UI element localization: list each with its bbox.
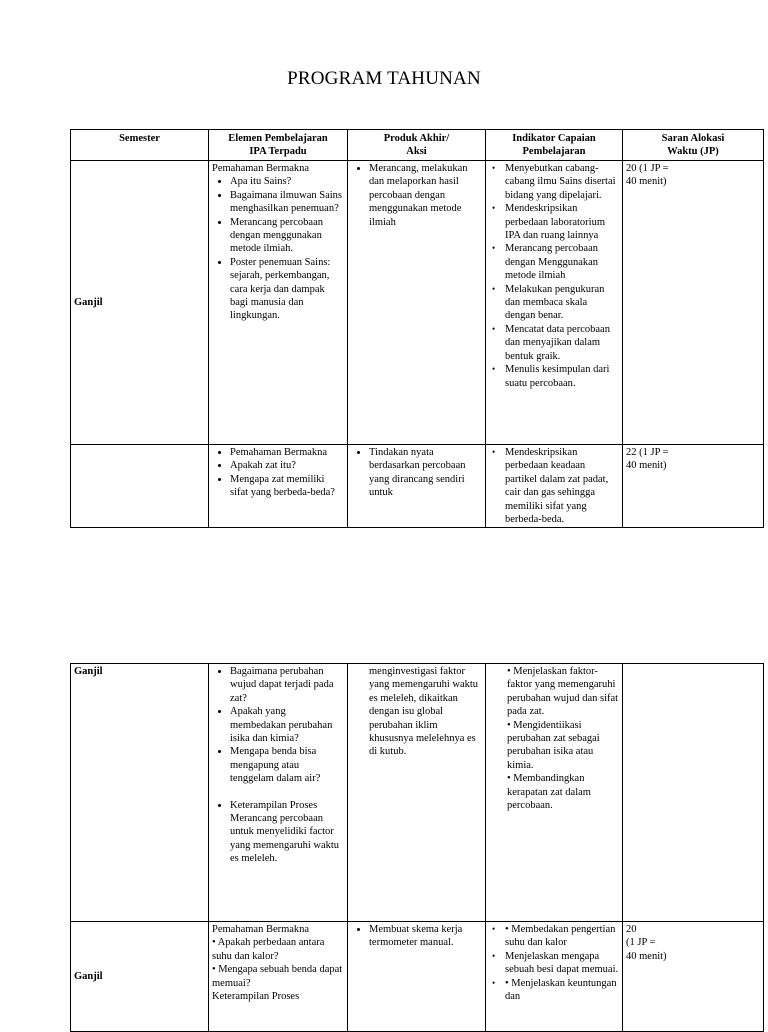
saran-cell: 22 (1 JP = 40 menit) — [623, 445, 764, 528]
elemen-list — [212, 175, 344, 322]
list-item: • Menyebutkan cabang-cabang ilmu Sains disertai bidang yang dipelajari. — [505, 162, 619, 202]
text-line: • Mengidentiikasi perubahan zat sebagai perubahan isika atau kimia. — [507, 719, 600, 771]
list-item: • Tindakan nyata berdasarkan percobaan yang dirancang sendiri untuk — [369, 446, 482, 500]
text-line: • Membandingkan kerapatan zat dalam percobaan. — [507, 773, 591, 812]
indikator-list — [489, 923, 619, 1003]
list-item: • Poster penemuan Sains: sejarah, perkembangan, cara kerja dan dampak bagi manusia dan lingkungan. — [230, 256, 344, 323]
list-item: • Keterampilan Proses Merancang percobaan untuk menyelidiki factor yang memengaruhi waktu es meleleh. — [230, 799, 344, 866]
table-row — [71, 445, 764, 528]
list-item: • Merancang percobaan dengan menggunakan metode ilmiah. — [230, 216, 344, 256]
list-item: • • Membedakan pengertian suhu dan kalor — [505, 923, 619, 950]
indikator-list — [489, 162, 619, 390]
semester-cell: Ganjil — [71, 161, 209, 445]
header-elemen: Elemen Pembelajaran IPA Terpadu — [209, 130, 348, 161]
table-row — [71, 161, 764, 445]
list-item: • Apakah zat itu? — [230, 459, 344, 472]
annual-program-table — [70, 129, 764, 528]
text-line: • Menjelaskan faktor-faktor yang memengaruhi perubahan wujud dan sifat pada zat. — [507, 666, 619, 718]
text-line: • Apakah perbedaan antara suhu dan kalor? — [212, 937, 325, 962]
header-indikator: Indikator Capaian Pembelajaran — [486, 130, 623, 161]
list-item: • Melakukan pengukuran dan membaca skala dengan benar. — [505, 283, 619, 323]
elemen-lines — [212, 936, 344, 1003]
list-item: • • Menjelaskan keuntungan dan — [505, 977, 619, 1004]
table-row — [71, 664, 764, 922]
table-row — [71, 922, 764, 1032]
indikator-cell — [486, 922, 623, 1032]
elemen-list — [212, 446, 344, 500]
saran-cell: 20 (1 JP = 40 menit) — [623, 161, 764, 445]
indikator-cell — [486, 445, 623, 528]
list-item: • Mencatat data percobaan dan menyajikan dalam bentuk graik. — [505, 323, 619, 363]
semester-cell — [71, 445, 209, 528]
semester-cell: Ganjil — [71, 922, 209, 1032]
elemen-cell: Pemahaman Bermakna • Apa itu Sains? • Bagaimana ilmuwan Sains menghasilkan penemuan? • Merancang percobaan dengan menggunakan metode ilmiah. • Poster penemuan Sains: sejarah, perkembangan, cara kerja dan dampak bagi manusia dan lingkungan. — [209, 161, 348, 445]
produk-list — [351, 923, 482, 950]
elemen-list-keterampilan — [212, 799, 344, 866]
indikator-cell — [486, 664, 623, 922]
produk-cell — [348, 922, 486, 1032]
elemen-cell — [209, 664, 348, 922]
produk-cell: menginvestigasi faktor yang memengaruhi waktu es meleleh, dikaitkan dengan isu global perubahan iklim khususnya melelehnya es di kutub. — [348, 664, 486, 922]
list-item: • Mendeskripsikan perbedaan laboratorium IPA dan ruang lainnya — [505, 202, 619, 242]
header-semester: Semester — [71, 130, 209, 161]
annual-program-table-continued — [70, 663, 764, 1032]
semester-cell: Ganjil — [71, 664, 209, 922]
header-row — [71, 130, 764, 161]
list-item: • Menjelaskan mengapa sebuah besi dapat memuai. — [505, 950, 619, 977]
list-item: • Apa itu Sains? — [230, 175, 344, 188]
page-title: PROGRAM TAHUNAN — [287, 68, 481, 89]
produk-cell — [348, 161, 486, 445]
list-item: • Mengapa benda bisa mengapung atau tenggelam dalam air? — [230, 745, 344, 785]
list-item: • Mendeskripsikan perbedaan keadaan partikel dalam zat padat, cair dan gas sehingga memiliki sifat yang berbeda-beda. — [505, 446, 619, 526]
indikator-cell — [486, 161, 623, 445]
saran-cell — [623, 664, 764, 922]
list-item: • Menulis kesimpulan dari suatu percobaan. — [505, 363, 619, 390]
list-item: • Mengapa zat memiliki sifat yang berbeda-beda? — [230, 473, 344, 500]
list-item: • Membuat skema kerja termometer manual. — [369, 923, 482, 950]
elemen-cell: Pemahaman Bermakna • Apakah perbedaan antara suhu dan kalor? • Mengapa sebuah benda dapat memuai? Keterampilan Proses — [209, 922, 348, 1032]
list-item: • Bagaimana perubahan wujud dapat terjadi pada zat? — [230, 665, 344, 705]
produk-list — [351, 162, 482, 229]
list-item: • Merancang, melakukan dan melaporkan hasil percobaan dengan menggunakan metode ilmiah — [369, 162, 482, 229]
saran-cell: 20 (1 JP = 40 menit) — [623, 922, 764, 1032]
indikator-lines — [489, 665, 619, 812]
header-saran: Saran Alokasi Waktu (JP) — [623, 130, 764, 161]
header-produk: Produk Akhir/ Aksi — [348, 130, 486, 161]
text-line: • Mengapa sebuah benda dapat memuai? — [212, 964, 343, 989]
text-line: Keterampilan Proses — [212, 991, 300, 1003]
list-item: • Apakah yang membedakan perubahan isika dan kimia? — [230, 705, 344, 745]
produk-list — [351, 446, 482, 500]
elemen-list — [212, 665, 344, 786]
list-item: • Merancang percobaan dengan Menggunakan metode ilmiah — [505, 242, 619, 282]
produk-cell — [348, 445, 486, 528]
list-item: • Bagaimana ilmuwan Sains menghasilkan penemuan? — [230, 189, 344, 216]
list-item: • Pemahaman Bermakna — [230, 446, 344, 459]
elemen-cell — [209, 445, 348, 528]
indikator-list — [489, 446, 619, 526]
